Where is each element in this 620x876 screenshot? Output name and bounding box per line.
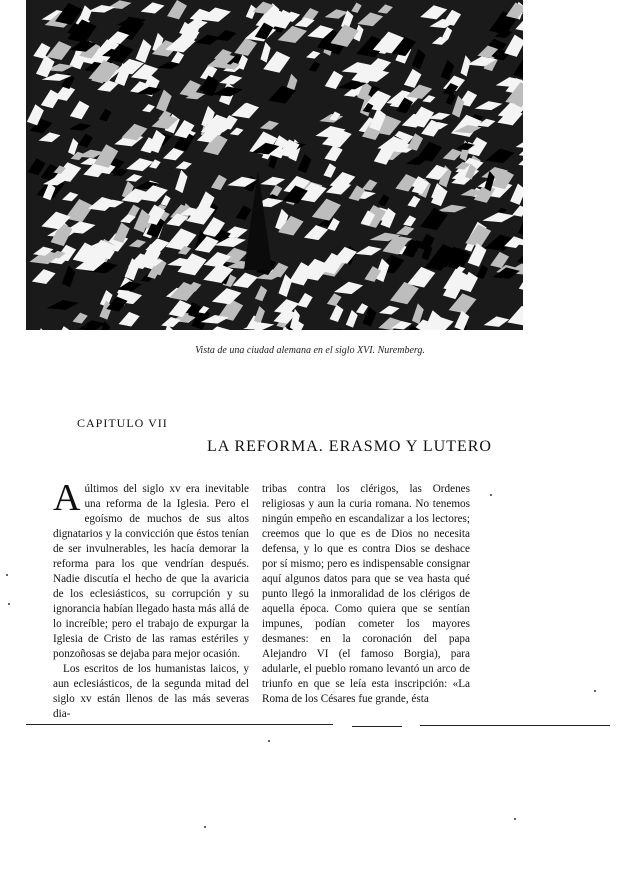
rooftop-shape [236,205,252,220]
rooftop-shape [475,101,503,110]
rooftop-shape [362,179,377,190]
rooftop-shape [298,154,312,173]
rooftop-shape [212,288,242,304]
rooftop-shape [484,316,509,327]
scan-speck [204,826,206,828]
rooftop-shape [325,71,343,89]
rooftop-shape [88,197,116,211]
rooftop-shape [142,104,155,112]
rooftop-shape [306,51,320,59]
rooftop-shape [330,172,356,188]
rooftop-shape [212,86,243,96]
rooftop-shape [163,148,184,160]
rooftop-shape [356,246,382,255]
rooftop-shape [39,132,61,142]
rooftop-shape [41,90,61,109]
rooftop-shape [476,264,488,279]
rooftop-shape [129,239,146,247]
rooftop-shape [161,195,171,206]
rooftop-shape [171,51,184,63]
rooftop-shape [215,30,236,41]
rooftop-shape [407,196,420,208]
rooftop-shape [119,312,140,327]
scan-speck [514,818,516,820]
rooftop-shape [516,138,523,149]
rooftop-shape [211,175,227,190]
rooftop-shape [334,282,363,294]
rooftop-shape [323,163,336,178]
rooftop-shape [59,326,69,330]
rooftop-shape [230,128,244,136]
rooftop-shape [377,4,392,13]
rooftop-shape [441,60,455,80]
rooftop-shape [461,55,471,76]
rooftop-shape [504,35,523,57]
rooftop-shape [519,274,523,292]
rooftop-shape [113,222,130,243]
rooftop-shape [166,228,197,250]
rooftop-shape [260,42,270,63]
rooftop-shape [255,286,267,302]
rooftop-shape [70,101,90,119]
scan-speck [8,603,10,605]
rooftop-shape [232,273,257,288]
rooftop-shape [403,215,416,226]
paragraph [53,477,249,662]
rooftop-shape [78,134,93,148]
rooftop-shape [156,90,172,112]
rooftop-shape [443,149,463,161]
rooftop-shape [28,158,46,175]
rooftop-shape [357,12,383,26]
rooftop-shape [234,38,257,56]
rooftop-shape [378,194,389,206]
rooftop-shape [312,199,341,221]
rooftop-shape [167,0,187,19]
rooftop-shape [260,177,285,186]
rooftop-shape [36,55,55,77]
rooftop-shape [126,158,153,171]
scan-speck [268,740,270,742]
rooftop-shape [69,123,92,130]
rooftop-shape [486,148,515,163]
rooftop-shape [356,303,368,314]
rooftop-shape [420,5,447,19]
rooftop-shape [330,305,344,322]
rooftop-shape [35,328,46,330]
city-photo [26,0,523,330]
rooftop-shape [47,41,72,60]
rooftop-shape [65,199,93,222]
rooftop-shape [328,329,350,330]
chapter-title: LA REFORMA. ERASMO Y LUTERO [207,438,492,455]
rooftop-shape [62,192,78,201]
rooftop-shape [327,293,342,306]
rooftop-shape [219,75,242,85]
rooftop-shape [351,3,361,13]
rooftop-shape [297,293,312,308]
rooftop-shape [411,49,425,69]
photo-caption: Vista de una ciudad alemana en el siglo XVI. Nuremberg. [195,345,425,356]
rooftop-shape [135,39,151,63]
scan-speck [6,574,8,576]
rooftop-shape [465,224,491,247]
text-column-left [53,477,249,722]
rooftop-shape [141,2,165,13]
rooftop-shape [121,124,147,141]
rooftop-shape [325,9,348,19]
rooftop-shape [443,10,461,26]
rooftop-shape [32,269,56,284]
rooftop-shape [482,213,514,223]
paragraph: tribas contra los clérigos, las Ordenes religiosas y aun la curia romana. No tenemos ningún empeño en escandalizar a los lectores; creemos que lo que es de Dios no necesita defensa, y lo que es contra Dios se deshace por sí mismo; pero es indispensable consignar aquí algunos datos para que se vea hasta qué punto llegó la inmoralidad de los clérigos de aquella época. Como quiera que se sentían impunes, podían cometer los mayores desmanes: en la coronación del papa Alejandro VI (el famoso Borgia), para adularle, el pueblo romano levantó un arco de triunfo en que se leía esta inscripción: «La Roma de los Césares fue grande, ésta [262,483,470,705]
rooftop-shape [346,310,358,328]
rooftop-shape [510,183,523,204]
rooftop-shape [125,174,142,182]
rooftop-shape [195,35,220,45]
rooftop-shape [512,205,523,216]
paragraph: Los escritos de los humanistas laicos, y aun eclesiásticos, de la segunda mitad del siglo xv están llenos de las más severas dia- [53,663,249,720]
rooftop-shape [203,326,230,330]
rooftop-shape [304,225,328,240]
rooftop-shape [47,300,79,310]
rooftops-illustration [26,0,523,330]
rooftop-shape [454,311,469,330]
rooftop-shape [260,121,279,130]
rooftop-shape [99,109,111,122]
scan-speck [490,494,492,496]
text-column-right [262,482,470,707]
rooftop-shape [175,161,191,169]
rooftop-shape [396,226,414,235]
scan-speck [594,690,596,692]
rooftop-shape [62,265,76,287]
rooftop-shape [507,306,523,326]
rooftop-shape [324,145,342,161]
rooftop-shape [513,59,523,78]
rooftop-shape [517,246,523,265]
paragraph-text: últimos del siglo xv era inevitable una reforma de la Iglesia. Pero el egoísmo de muchos de sus altos dignatarios y la convicción que éstos tenían de ser invulnerables, les hacía demorar la reforma para los que vendrían después. Nadie discutía el hecho de que la avaricia de los eclesiásticos, su corrupción y su ignorancia habían llegado hasta más allá de lo increíble; pero el trabajo de expurgar la Iglesia de Cristo de las ramas estériles y ponzoñosas se dejaba para mejor ocasión. [53,483,249,660]
rooftop-shape [309,61,320,72]
rooftop-shape [278,274,292,297]
bottom-rule-left [26,724,333,725]
rooftop-shape [442,27,452,39]
rooftop-shape [254,306,265,324]
rooftop-shape [72,313,87,324]
rooftop-shape [407,267,435,288]
rooftop-shape [149,159,160,168]
chapter-label: CAPITULO VII [77,416,168,430]
rooftop-shape [175,170,187,193]
rooftop-shape [518,217,523,236]
drop-cap: A [53,477,81,519]
bottom-rule-right [420,725,610,726]
bottom-rule-dash [352,726,402,727]
rooftop-shape [379,306,400,315]
